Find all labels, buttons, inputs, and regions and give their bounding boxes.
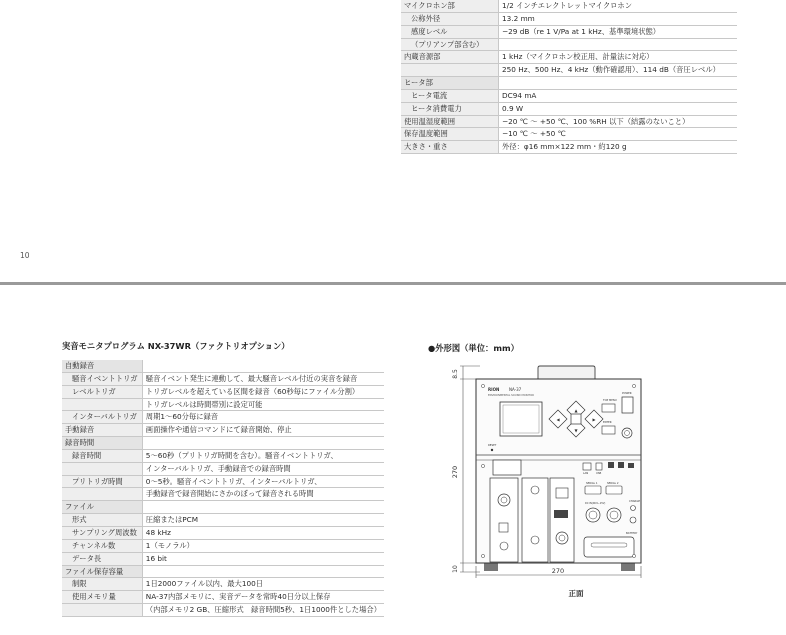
table-row <box>62 475 384 488</box>
spec-table-microphone <box>401 0 737 154</box>
row-label: 内蔵音源部 <box>401 51 499 64</box>
row-value: 48 kHz <box>142 526 384 539</box>
row-value: 1日2000ファイル以内、最大100日 <box>142 578 384 591</box>
row-label: レベルトリガ <box>62 385 142 398</box>
row-value: 手動録音で録音開始にさかのぼって録音される時間 <box>142 488 384 501</box>
row-value: 5～60秒（プリトリガ時間を含む）。騒音イベントトリガ、 <box>142 449 384 462</box>
row-value <box>142 360 384 372</box>
power-label: POWER <box>622 392 632 395</box>
table-row <box>62 539 384 552</box>
usb-port <box>596 463 602 470</box>
row-value <box>499 38 738 51</box>
input-connector <box>622 428 632 438</box>
row-label <box>62 398 142 411</box>
row-value: （内部メモリ2 GB、圧縮形式 録音時間5秒、1日1000件とした場合） <box>142 604 384 617</box>
row-label: 大きさ・重さ <box>401 141 499 154</box>
row-value: 周期1～60分毎に録音 <box>142 411 384 424</box>
row-label: 保存温度範囲 <box>401 128 499 141</box>
dc-in-label: DC IN(DC9~15V) <box>585 502 606 505</box>
figure-title: ●外形図（単位：mm） <box>428 343 519 353</box>
row-label: データ長 <box>62 552 142 565</box>
slot-cover <box>493 460 521 475</box>
row-value <box>142 501 384 514</box>
dim-bottom-label: 10 <box>452 565 459 573</box>
table-row <box>62 411 384 424</box>
row-value: インターバルトリガ、手動録音での録音時間 <box>142 462 384 475</box>
lcd-screen <box>500 402 542 436</box>
foot-left <box>484 563 498 571</box>
row-label: マイクロホン部 <box>401 0 499 12</box>
row-value: 0～5秒。騒音イベントトリガ、インターバルトリガ、 <box>142 475 384 488</box>
row-value: DC94 mA <box>499 89 738 102</box>
row-label: 使用温湿度範囲 <box>401 115 499 128</box>
table-row <box>401 0 737 12</box>
row-label: ファイル <box>62 501 142 514</box>
row-value: 0.9 W <box>499 102 738 115</box>
dim-width-label: 270 <box>551 567 565 575</box>
row-label: 公称外径 <box>401 12 499 25</box>
program-title: 実音モニタプログラム NX-37WR（ファクトリオプション） <box>62 341 290 351</box>
charge-label: CHARGE <box>629 500 640 503</box>
row-value: 13.2 mm <box>499 12 738 25</box>
table-row <box>401 115 737 128</box>
row-label: 騒音イベントトリガ <box>62 372 142 385</box>
table-row <box>401 128 737 141</box>
serial1-port <box>585 486 601 494</box>
row-label: 録音時間 <box>62 449 142 462</box>
row-value: トリガレベルを超えている区間を録音（60秒毎にファイル分割） <box>142 385 384 398</box>
table-row <box>62 591 384 604</box>
power-switch <box>622 397 633 413</box>
row-value: 騒音イベント発生に連動して、最大騒音レベル付近の実音を録音 <box>142 372 384 385</box>
row-label: 感度レベル <box>401 25 499 38</box>
table-row <box>62 501 384 514</box>
row-label: チャンネル数 <box>62 539 142 552</box>
row-label: 手動録音 <box>62 424 142 437</box>
row-value: 250 Hz、500 Hz、4 kHz（動作確認用）、114 dB（音圧レベル） <box>499 64 738 77</box>
row-value: 外径：φ16 mm×122 mm・約120 g <box>499 141 738 154</box>
table-row <box>62 526 384 539</box>
enter-label: ENTER <box>603 421 612 424</box>
row-value: 16 bit <box>142 552 384 565</box>
row-label: 形式 <box>62 514 142 527</box>
table-row <box>62 398 384 411</box>
table-row <box>62 437 384 450</box>
panel-subtitle: ENVIRONMENTAL SOUND MONITOR <box>488 394 534 397</box>
table-row <box>401 89 737 102</box>
row-label <box>62 604 142 617</box>
table-row <box>401 141 737 154</box>
row-label: ファイル保存容量 <box>62 565 142 578</box>
row-label: ヒータ部 <box>401 77 499 90</box>
row-label: サンプリング周波数 <box>62 526 142 539</box>
table-row <box>62 424 384 437</box>
page-divider <box>0 282 786 285</box>
row-label: ヒータ電流 <box>401 89 499 102</box>
table-row <box>62 552 384 565</box>
table-row <box>62 578 384 591</box>
table-row <box>62 565 384 578</box>
spec-table-program <box>62 360 384 617</box>
output-connector <box>607 508 621 522</box>
front-view-drawing <box>446 360 676 586</box>
row-label: 制限 <box>62 578 142 591</box>
battery-label: BATTERY <box>626 532 638 535</box>
row-value: 1（モノラル） <box>142 539 384 552</box>
row-label: インターバルトリガ <box>62 411 142 424</box>
lan-port <box>583 463 591 470</box>
table-row <box>62 449 384 462</box>
table-row <box>401 51 737 64</box>
row-value: 1 kHz（マイクロホン校正用、計量法に対応） <box>499 51 738 64</box>
row-label <box>62 488 142 501</box>
row-label: ヒータ消費電力 <box>401 102 499 115</box>
top-menu-label: TOP MENU <box>603 399 617 402</box>
row-value: 1/2 インチエレクトレットマイクロホン <box>499 0 738 12</box>
table-row <box>401 77 737 90</box>
table-row <box>401 12 737 25</box>
table-row <box>62 372 384 385</box>
lan-label: LAN <box>583 472 589 475</box>
row-value <box>499 77 738 90</box>
serial2-port <box>606 486 622 494</box>
row-value: トリガレベルは時間帯別に設定可能 <box>142 398 384 411</box>
row-value: 圧縮またはPCM <box>142 514 384 527</box>
row-value: −20 ℃ ～ +50 ℃、100 %RH 以下（結露のないこと） <box>499 115 738 128</box>
row-value <box>142 437 384 450</box>
table-row <box>62 462 384 475</box>
row-value: NA-37内部メモリに、実音データを常時40日分以上保存 <box>142 591 384 604</box>
enter-button <box>602 426 615 434</box>
row-label <box>62 462 142 475</box>
row-label: 自動録音 <box>62 360 142 372</box>
row-value: −29 dB（re 1 V/Pa at 1 kHz、基準環境状態） <box>499 25 738 38</box>
row-label: プリトリガ時間 <box>62 475 142 488</box>
row-label <box>401 64 499 77</box>
dim-height-label: 270 <box>451 465 459 479</box>
handle <box>538 366 595 379</box>
row-value <box>142 565 384 578</box>
table-row <box>62 385 384 398</box>
usb-label: USB <box>596 472 602 475</box>
table-row <box>401 102 737 115</box>
serial2-label: SERIAL 2 <box>607 482 619 485</box>
reset-label: RESET <box>488 444 497 447</box>
dc-in-connector <box>586 508 600 522</box>
row-value: −10 ℃ ～ +50 ℃ <box>499 128 738 141</box>
dim-top-label: 8.5 <box>452 369 459 379</box>
svg-text:◀: ◀ <box>556 417 560 422</box>
row-label: （プリアンプ部含む） <box>401 38 499 51</box>
table-row <box>401 64 737 77</box>
row-label: 録音時間 <box>62 437 142 450</box>
table-row <box>401 38 737 51</box>
svg-text:▶: ▶ <box>592 417 596 422</box>
model-name: NA-37 <box>509 387 522 392</box>
top-menu-button <box>602 404 615 412</box>
row-label: 使用メモリ量 <box>62 591 142 604</box>
table-row <box>62 360 384 372</box>
table-row <box>62 604 384 617</box>
serial1-label: SERIAL 1 <box>586 482 598 485</box>
svg-text:▲: ▲ <box>574 408 578 413</box>
row-value: 画面操作や通信コマンドにて録音開始、停止 <box>142 424 384 437</box>
svg-text:▼: ▼ <box>574 428 578 433</box>
table-row <box>62 514 384 527</box>
brand-logo: RION <box>488 387 500 392</box>
foot-right <box>621 563 635 571</box>
page-number: 10 <box>20 251 30 260</box>
table-row <box>401 25 737 38</box>
front-view-label: 正面 <box>568 589 584 598</box>
table-row <box>62 488 384 501</box>
